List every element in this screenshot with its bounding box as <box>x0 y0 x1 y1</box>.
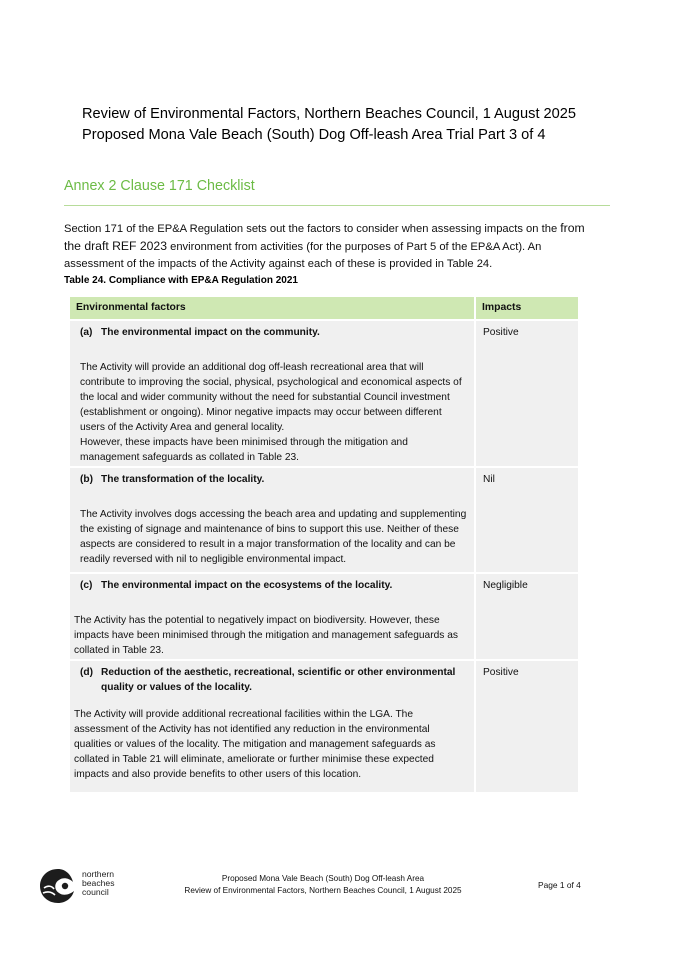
factor-heading <box>80 325 474 340</box>
factor-cell <box>70 468 474 572</box>
council-logo-text <box>82 870 115 897</box>
impact-cell: Positive <box>476 661 578 792</box>
page-number: Page 1 of 4 <box>538 880 581 890</box>
factor-cell <box>70 321 474 466</box>
intro-paragraph <box>64 220 604 273</box>
factor-label: (a) <box>80 327 93 338</box>
table-header-row <box>70 297 578 319</box>
factor-label: (c) <box>80 580 93 591</box>
intro-insert: from the draft REF 2023 <box>64 221 585 253</box>
impact-cell: Positive <box>476 321 578 466</box>
factor-paragraph: The Activity has the potential to negatively impact on biodiversity. However, these impacts have been minimised through the mitigation and management safeguards as collated in Table 23. <box>74 615 458 656</box>
factor-label: (b) <box>80 474 94 485</box>
factor-label: (d) <box>80 667 94 678</box>
table-row <box>70 468 578 572</box>
page-title-line-1: Review of Environmental Factors, Northern Beaches Council, 1 August 2025 <box>82 106 577 122</box>
factor-heading <box>80 578 474 593</box>
compliance-table <box>70 297 578 792</box>
column-header-impacts: Impacts <box>476 297 578 319</box>
logo-word: northern <box>82 869 115 879</box>
page-title-line-2: Proposed Mona Vale Beach (South) Dog Off-leash Area Trial Part 3 of 4 <box>82 127 546 143</box>
factor-title: The transformation of the locality. <box>101 474 265 485</box>
logo-word: beaches <box>82 878 115 888</box>
factor-cell <box>70 574 474 659</box>
intro-text-1: Section 171 of the EP&A Regulation sets out the factors to consider when assessing impacts on the <box>64 223 561 235</box>
factor-description <box>70 507 474 567</box>
impact-cell: Nil <box>476 468 578 572</box>
page-title <box>82 104 642 146</box>
column-header-factors: Environmental factors <box>70 297 474 319</box>
council-logo <box>38 866 138 906</box>
intro-text-2: environment from activities (for the purposes of Part 5 of the EP&A Act). An assessment of the impacts of the Activity against each of these is provided in Table 24. <box>64 241 542 270</box>
impact-cell: Negligible <box>476 574 578 659</box>
factor-heading <box>80 665 474 695</box>
factor-description <box>70 707 474 782</box>
factor-paragraph: However, these impacts have been minimised through the mitigation and management safeguards as collated in Table 23. <box>80 437 408 463</box>
section-heading: Annex 2 Clause 171 Checklist <box>64 178 255 194</box>
factor-cell <box>70 661 474 792</box>
table-row <box>70 321 578 466</box>
table-row <box>70 661 578 792</box>
footer-line-1: Proposed Mona Vale Beach (South) Dog Off-leash Area <box>221 874 425 883</box>
factor-paragraph: The Activity will provide additional recreational facilities within the LGA. The assessment of the Activity has not identified any reduction in the environmental qualities or values of the locality. The mitigation and management safeguards as collated in Table 21 will eliminate, ameliorate or further minimise these expected impacts and also provide benefits to other users of this location. <box>74 709 436 780</box>
table-row <box>70 574 578 659</box>
footer-line-2: Review of Environmental Factors, Northern Beaches Council, 1 August 2025 <box>184 886 462 895</box>
factor-title: The environmental impact on the community. <box>101 327 320 338</box>
section-divider <box>64 205 610 206</box>
factor-heading <box>80 472 474 487</box>
council-logo-icon <box>38 866 78 906</box>
logo-word: council <box>82 887 109 897</box>
factor-paragraph: The Activity involves dogs accessing the beach area and updating and supplementing the existing of signage and maintenance of bins to support this use. Neither of these aspects are considered to result in a major transformation of the locality and can be readily reversed with nil to negligible environmental impact. <box>80 509 467 565</box>
factor-title: The environmental impact on the ecosystems of the locality. <box>101 580 393 591</box>
factor-description <box>70 613 474 658</box>
factor-description <box>70 360 474 465</box>
factor-paragraph: The Activity will provide an additional dog off-leash recreational area that will contribute to improving the social, physical, psychological and economical aspects of the local and wider community without the need for substantial Council investment (establishment or ongoing). Minor negative impacts may occur between different users of the Activity Area and general locality. <box>80 362 462 433</box>
footer-title <box>160 873 486 897</box>
factor-title: Reduction of the aesthetic, recreational, scientific or other environmental quality or values of the locality. <box>101 667 456 693</box>
table-caption: Table 24. Compliance with EP&A Regulation 2021 <box>64 275 298 286</box>
